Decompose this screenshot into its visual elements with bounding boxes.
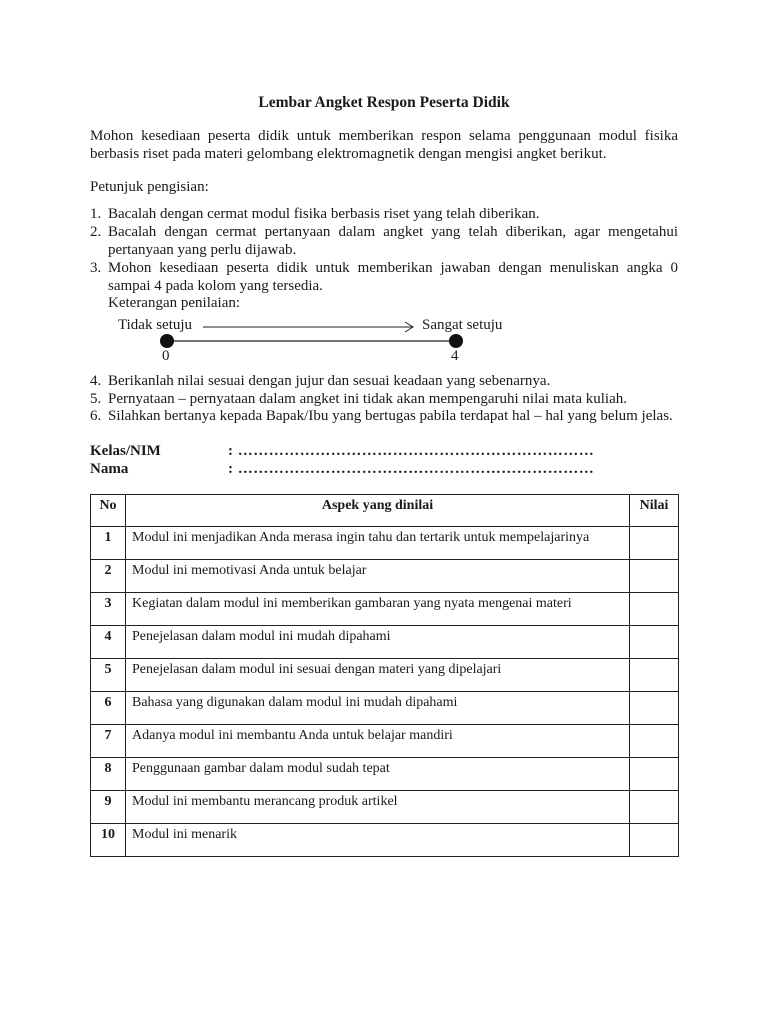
instruction-item: [90, 259, 678, 295]
table-row: [91, 527, 679, 560]
table-row: [91, 692, 679, 725]
scale-max-dot: [449, 334, 463, 348]
document-title: Lembar Angket Respon Peserta Didik: [258, 94, 510, 111]
row-aspek: Penejelasan dalam modul ini mudah dipahami: [126, 626, 630, 659]
instruction-text: Bacalah dengan cermat modul fisika berbasis riset yang telah diberikan.: [108, 206, 540, 222]
instruction-number: 5.: [90, 391, 102, 407]
scale-min-label: Tidak setuju: [118, 317, 193, 333]
table-row: [91, 725, 679, 758]
header-aspek: Aspek yang dinilai: [126, 495, 630, 527]
row-number: 2: [91, 560, 126, 593]
kelas-nim-label: Kelas/NIM: [90, 443, 161, 459]
rating-legend: [90, 294, 678, 312]
instruction-number: 1.: [90, 206, 102, 222]
row-aspek: Modul ini membantu merancang produk artikel: [126, 791, 630, 824]
instruction-text: Mohon kesediaan peserta didik untuk memberikan jawaban dengan menuliskan angka 0 sampai 4 pada kolom yang tersedia.: [108, 260, 678, 294]
nama-label: Nama: [90, 461, 129, 477]
row-nilai-cell[interactable]: [630, 758, 679, 791]
row-number: 5: [91, 659, 126, 692]
table-row: [91, 791, 679, 824]
scale-min-dot: [160, 334, 174, 348]
row-aspek: Kegiatan dalam modul ini memberikan gambaran yang nyata mengenai materi: [126, 593, 630, 626]
table-row: [91, 758, 679, 791]
intro-paragraph: Mohon kesediaan peserta didik untuk memberikan respon selama penggunaan modul fisika berbasis riset pada materi gelombang elektromagnetik dengan mengisi angket berikut.: [90, 128, 678, 162]
instruction-item: [90, 372, 678, 390]
row-nilai-cell[interactable]: [630, 527, 679, 560]
instruction-text: Berikanlah nilai sesuai dengan jujur dan sesuai keadaan yang sebenarnya.: [108, 373, 551, 389]
row-aspek: Modul ini menarik: [126, 824, 630, 857]
row-nilai-cell[interactable]: [630, 791, 679, 824]
row-nilai-cell[interactable]: [630, 659, 679, 692]
row-nilai-cell[interactable]: [630, 626, 679, 659]
row-number: 10: [91, 824, 126, 857]
header-no: No: [91, 495, 126, 527]
instruction-text: Silahkan bertanya kepada Bapak/Ibu yang bertugas pabila terdapat hal – hal yang belum jelas.: [108, 408, 673, 424]
instruction-item: [90, 223, 678, 259]
table-row: [91, 824, 679, 857]
row-nilai-cell[interactable]: [630, 692, 679, 725]
row-nilai-cell[interactable]: [630, 725, 679, 758]
table-row: [91, 626, 679, 659]
row-number: 8: [91, 758, 126, 791]
scale-max-label: Sangat setuju: [422, 317, 503, 333]
row-aspek: Penggunaan gambar dalam modul sudah tepat: [126, 758, 630, 791]
rating-legend-label: Keterangan penilaian:: [108, 295, 241, 311]
scale-max-value: 4: [451, 348, 459, 364]
rating-scale: [110, 316, 530, 366]
instruction-text: Pernyataan – pernyataan dalam angket ini tidak akan mempengaruhi nilai mata kuliah.: [108, 391, 627, 407]
instruction-text: Bacalah dengan cermat pertanyaan dalam angket yang telah diberikan, agar mengetahui pertanyaan yang perlu dijawab.: [108, 224, 678, 258]
row-number: 1: [91, 527, 126, 560]
row-number: 6: [91, 692, 126, 725]
header-nilai: Nilai: [630, 495, 679, 527]
row-nilai-cell[interactable]: [630, 593, 679, 626]
instruction-item: [90, 205, 678, 223]
kelas-nim-field[interactable]: : ……………………………………………………………: [228, 443, 595, 459]
instruction-number: 4.: [90, 373, 102, 389]
scale-graphic: [110, 316, 530, 366]
instruction-item: [90, 407, 678, 425]
instruction-item: [90, 390, 678, 408]
row-number: 3: [91, 593, 126, 626]
nama-field[interactable]: : ……………………………………………………………: [228, 461, 595, 477]
instructions-heading: Petunjuk pengisian:: [90, 179, 209, 195]
row-nilai-cell[interactable]: [630, 560, 679, 593]
table-row: [91, 593, 679, 626]
instruction-number: 6.: [90, 408, 102, 424]
row-number: 7: [91, 725, 126, 758]
table-row: [91, 659, 679, 692]
table-row: [91, 560, 679, 593]
table-header-row: [91, 495, 679, 527]
instruction-number: 2.: [90, 224, 102, 240]
row-number: 4: [91, 626, 126, 659]
row-aspek: Adanya modul ini membantu Anda untuk belajar mandiri: [126, 725, 630, 758]
row-number: 9: [91, 791, 126, 824]
instruction-number: 3.: [90, 260, 102, 276]
row-aspek: Penejelasan dalam modul ini sesuai dengan materi yang dipelajari: [126, 659, 630, 692]
assessment-table: [90, 494, 679, 857]
row-aspek: Modul ini memotivasi Anda untuk belajar: [126, 560, 630, 593]
scale-min-value: 0: [162, 348, 170, 364]
row-aspek: Modul ini menjadikan Anda merasa ingin tahu dan tertarik untuk mempelajarinya: [126, 527, 630, 560]
row-nilai-cell[interactable]: [630, 824, 679, 857]
row-aspek: Bahasa yang digunakan dalam modul ini mudah dipahami: [126, 692, 630, 725]
